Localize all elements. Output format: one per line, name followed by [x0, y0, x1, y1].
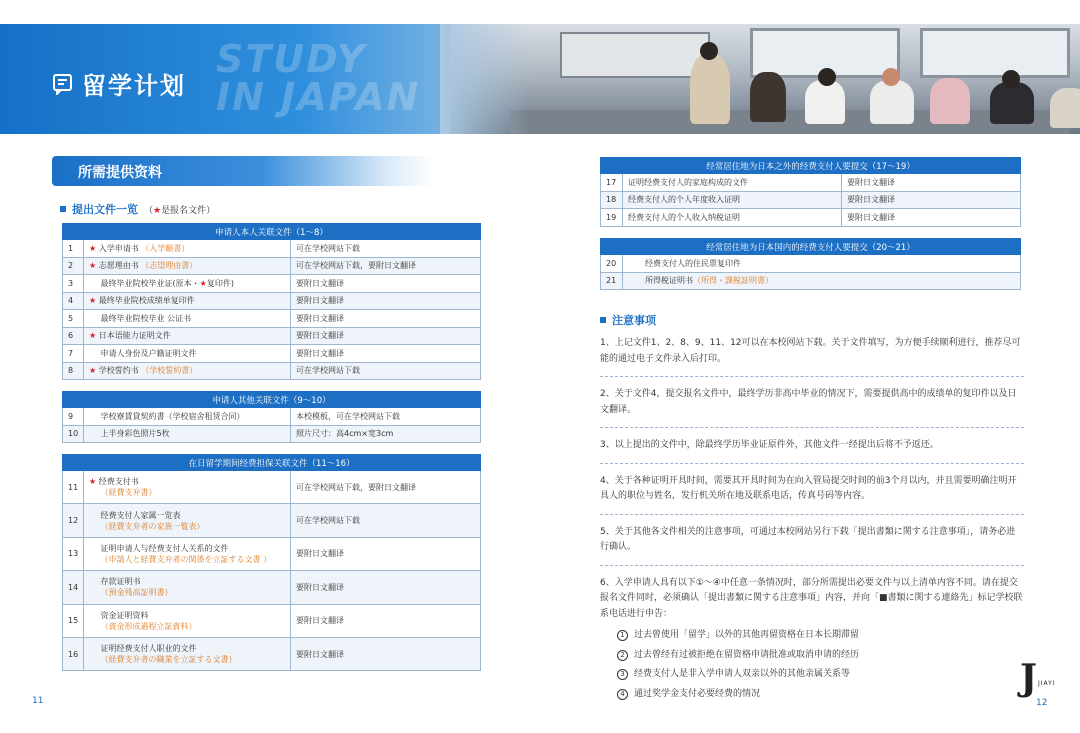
- table-header: 经常居住地为日本国内的经费支付人要提交（20～21）: [601, 239, 1021, 255]
- section-header: [52, 156, 434, 186]
- file-list-title: 提出文件一览: [72, 203, 138, 216]
- header-banner: [0, 24, 1080, 134]
- table-row: 8 ★ 学校誓约书 （学校誓約書） 可在学校网站下载: [63, 362, 481, 380]
- table-row: 10 上半身彩色照片5枚 照片尺寸：高4cm×宽3cm: [63, 425, 481, 443]
- condition-item: 4 通过奖学金支付必要经费的情况: [617, 687, 1024, 703]
- file-list-heading: [60, 201, 215, 217]
- document-note-icon: [52, 73, 74, 95]
- table-row: 19 经费支付人的个人收入纳税证明 要附日文翻译: [601, 209, 1021, 227]
- table-header: 经常居住地为日本之外的经费支付人要提交（17～19）: [601, 158, 1021, 174]
- condition-item: 3 经费支付人是非入学申请人双亲以外的其他亲属关系等: [617, 667, 1024, 683]
- table-row: 17 证明经费支付人的家庭构成的文件 要附日文翻译: [601, 174, 1021, 192]
- table-funding-files: [62, 454, 481, 671]
- table-header: 在日留学期间经费担保关联文件（11～16）: [63, 455, 481, 471]
- circled-number-icon: 3: [617, 669, 628, 680]
- file-list-note: （★是报名文件）: [144, 205, 216, 216]
- condition-item: 2 过去曾经有过被拒绝在留资格申请批准或取消申请的经历: [617, 648, 1024, 664]
- section-title: 所需提供资料: [78, 165, 162, 181]
- page-number-right: 12: [1036, 698, 1048, 708]
- study-in-japan-watermark: STUDY IN JAPAN: [216, 37, 421, 119]
- note-item: 2、关于文件4，提交报名文件中，最终学历非高中毕业的情况下，需要提供高中的成绩单的复印件以及日文翻译。: [600, 389, 1017, 415]
- condition-list: [600, 628, 1024, 702]
- notes-list: [600, 336, 1024, 706]
- table-row: 6 ★ 日本语能力证明文件 要附日文翻译: [63, 327, 481, 345]
- dashed-divider: [600, 514, 1024, 515]
- table-row: 20 经费支付人的住民票复印件: [601, 255, 1021, 273]
- table-domestic-sponsor: [600, 238, 1021, 290]
- note-item: 5、关于其他各文件相关的注意事项，可通过本校网站另行下载「提出書類に関する注意事項」，请务必进行确认。: [600, 526, 1016, 552]
- table-row: 21 所得税证明书（所得・課税証明書）: [601, 272, 1021, 290]
- circled-number-icon: 2: [617, 650, 628, 661]
- condition-item: 1 过去曾使用「留学」以外的其他再留资格在日本长期滞留: [617, 628, 1024, 644]
- table-row: 12 经费支付人家属一览表 （経費支弁者の家族一覧表） 可在学校网站下载: [63, 504, 481, 537]
- page-title-text: 留学计划: [82, 72, 186, 100]
- circled-number-icon: 4: [617, 689, 628, 700]
- jiayi-logo: J JIAYI: [1020, 657, 1056, 699]
- page-title: [52, 66, 186, 101]
- table-other-files: [62, 391, 481, 443]
- dashed-divider: [600, 565, 1024, 566]
- table-row: 3 最终毕业院校毕业证(原本・★复印件) 要附日文翻译: [63, 275, 481, 293]
- dashed-divider: [600, 376, 1024, 377]
- table-row: 2 ★ 志愿理由书 （志望理由書） 可在学校网站下载，要附日文翻译: [63, 257, 481, 275]
- note-item: 1、上记文件1、2、8、9、11、12可以在本校网站下载。关于文件填写，为方便手续顺利进行，推荐尽可能的通过电子文件录入后打印。: [600, 338, 1021, 364]
- dashed-divider: [600, 427, 1024, 428]
- table-row: 7 申请人身份及户籍证明文件 要附日文翻译: [63, 345, 481, 363]
- classroom-photo: [450, 24, 1080, 134]
- note-item: 6、入学申请人具有以下①～④中任意一条情况时，部分所需提出必要文件与以上清单内容不同。请在提交报名文件同时，必须确认「提出書類に関する注意事項」内容，并向「■書類に関する連絡先」标记学校联系电话进行申告：: [600, 577, 1023, 619]
- banner-fade: [440, 24, 530, 134]
- square-bullet-icon: [600, 317, 606, 323]
- table-row: 11 ★ 经费支付书 （経費支弁書） 可在学校网站下载，要附日文翻译: [63, 471, 481, 504]
- table-row: 4 ★ 最终毕业院校成绩单复印件 要附日文翻译: [63, 292, 481, 310]
- table-header: 申请人本人关联文件（1～8）: [63, 224, 481, 240]
- square-bullet-icon: [60, 206, 66, 212]
- table-header: 申请人其他关联文件（9～10）: [63, 392, 481, 408]
- table-row: 16 证明经费支付人职业的文件 （経費支弁者の職業を立証する文書） 要附日文翻译: [63, 637, 481, 670]
- table-row: 14 存款证明书 （預金残高証明書） 要附日文翻译: [63, 571, 481, 604]
- table-row: 1 ★ 入学申请书 （入学願書） 可在学校网站下载: [63, 240, 481, 258]
- table-applicant-files: [62, 223, 481, 380]
- table-row: 5 最终毕业院校毕业 公证书 要附日文翻译: [63, 310, 481, 328]
- notes-heading: [600, 312, 656, 328]
- notes-title: 注意事项: [612, 314, 656, 327]
- table-row: 15 资金证明资料 （資金形成過程立証資料） 要附日文翻译: [63, 604, 481, 637]
- table-overseas-sponsor: [600, 157, 1021, 227]
- page-number-left: 11: [32, 696, 44, 706]
- note-item: 3、以上提出的文件中，除最终学历毕业证原件外，其他文件一经提出后将不予返还。: [600, 440, 939, 450]
- table-row: 18 经费支付人的个人年度收入证明 要附日文翻译: [601, 191, 1021, 209]
- table-row: 13 证明申请人与经费支付人关系的文件 （申請人と経費支弁者の関係を立証する文書 ） 要附日文翻译: [63, 537, 481, 570]
- note-item: 4、关于各种证明开具时间，需要其开具时间为在向入管局提交时间的前3个月以内，并且需要明确注明开具人的职位与姓名，发行机关所在地及联系电话，传真号码等内容。: [600, 475, 1017, 501]
- dashed-divider: [600, 463, 1024, 464]
- table-row: 9 学校寮賃貸契約書（学校宿舍租赁合同） 本校模板，可在学校网站下载: [63, 408, 481, 426]
- circled-number-icon: 1: [617, 630, 628, 641]
